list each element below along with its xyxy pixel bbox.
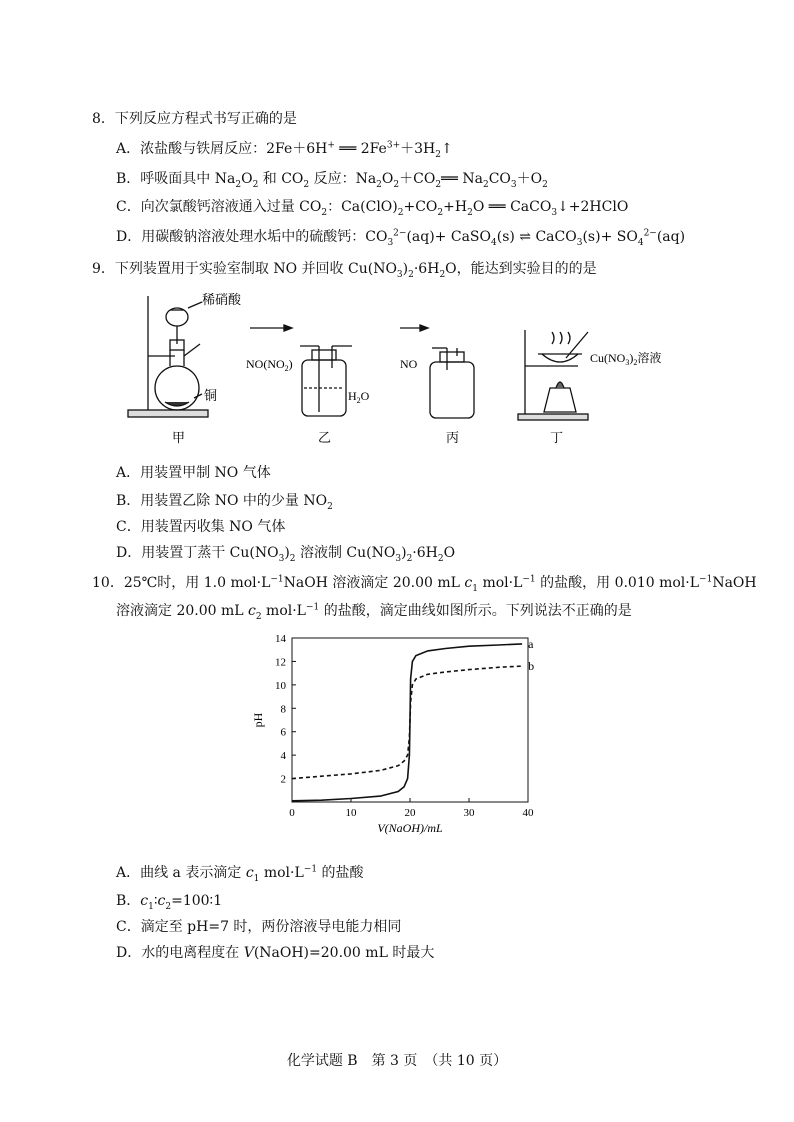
no-inlet-label: NO — [400, 357, 418, 371]
copper-label: 铜 — [204, 388, 218, 403]
q8-option-c: C．向次氯酸钙溶液通入过量 $CO_2$：$Ca(ClO)_2+CO_2+H_2O$ ══ CaCO$_3$↓+2HClO — [116, 199, 629, 218]
q9-stem: 9．下列装置用于实验室制取 NO 并回收 $Cu(NO_3)_2\cdot 6H_2O$，能达到实验目的的是 — [92, 261, 597, 280]
q8-option-a: A．浓盐酸与铁屑反应：2Fe＋6H+ ══ $2Fe^{3+}+3H_2↑$ — [116, 140, 453, 160]
series-b-line — [292, 666, 522, 779]
q9-option-b: B．用装置乙除 NO 中的少量 $NO_2$ — [116, 493, 333, 512]
y-tick-label: 6 — [280, 726, 286, 739]
x-tick-label: 30 — [463, 807, 475, 819]
titration-chart — [248, 628, 548, 838]
y-tick-label: 8 — [280, 703, 286, 716]
x-tick-label: 0 — [289, 807, 295, 819]
series-a-label: a — [528, 636, 534, 651]
label-ding: 丁 — [550, 430, 564, 445]
q10-option-d: D．水的电离程度在 V(NaOH)=20.00 mL 时最大 — [116, 945, 435, 961]
q10-option-c: C．滴定至 pH=7 时，两份溶液导电能力相同 — [116, 919, 402, 935]
apparatus-ding — [518, 330, 588, 420]
y-tick-label: 10 — [275, 679, 286, 692]
apparatus-bing — [400, 325, 474, 418]
q9-option-c: C．用装置丙收集 NO 气体 — [116, 519, 286, 535]
solution-label: $Cu(NO_3)_2$溶液 — [590, 351, 662, 367]
apparatus-jia — [128, 296, 208, 417]
page-footer: 化学试题 B 第 3 页 （共 10 页） — [286, 1053, 508, 1069]
dilute-nitric-acid-label: 稀硝酸 — [202, 292, 242, 307]
label-yi: 乙 — [318, 430, 332, 445]
label-jia: 甲 — [172, 430, 186, 445]
gas-in-label: $NO(NO_2)$ — [246, 357, 293, 373]
q10-option-b: B．$c_1∶c_2=100∶1$ — [116, 893, 223, 912]
x-tick-label: 40 — [522, 807, 534, 819]
x-tick-label: 20 — [404, 807, 416, 819]
y-tick-label: 12 — [275, 656, 286, 669]
q10-option-a: A．曲线 a 表示滴定 $c_1$ $mol\cdot L^{-1}$ 的盐酸 — [116, 864, 364, 884]
q10-stem-line1: 10．25℃时，用 1.0 $mol\cdot L^{-1}NaOH$ 溶液滴定 20.00 mL $c_1$ $mol\cdot L^{-1}$ 的盐酸，用 0.010 $mol\cdot L^{-1}NaOH$ — [92, 574, 757, 594]
y-tick-label: 4 — [280, 750, 286, 763]
q9-option-a: A．用装置甲制 NO 气体 — [116, 465, 271, 481]
q8-option-d: D．用碳酸钠溶液处理水垢中的硫酸钙：$CO_3^{2-}(aq)+$ CaSO$_4$(s) ⇌ CaCO$_3$(s)+ $SO_4^{2-}(aq)$ — [116, 228, 686, 248]
y-tick-label: 14 — [275, 633, 286, 645]
series-b-label: b — [528, 659, 535, 674]
apparatus-figure — [120, 288, 662, 448]
water-label: $H_2O$ — [348, 389, 370, 405]
q10-stem-line2: 溶液滴定 20.00 mL $c_2$ $mol\cdot L^{-1}$ 的盐酸，滴定曲线如图所示。下列说法不正确的是 — [116, 602, 632, 622]
q8-option-b: B．呼吸面具中 $Na_2O_2$ 和 $CO_2$ 反应：$Na_2O_2+CO_2══$ $Na_2CO_3+O_2$ — [116, 171, 548, 190]
series-a-line — [292, 644, 522, 801]
label-bing: 丙 — [446, 430, 460, 445]
q8-stem: 8．下列反应方程式书写正确的是 — [92, 111, 297, 127]
y-axis-label: pH — [251, 712, 265, 728]
q9-option-d: D．用装置丁蒸干 $Cu(NO_3)_2$ 溶液制 $Cu(NO_3)_2\cdot 6H_2O$ — [116, 545, 456, 564]
x-axis-label: V(NaOH)/mL — [377, 821, 443, 835]
x-tick-label: 10 — [345, 807, 357, 819]
y-tick-label: 2 — [280, 773, 286, 786]
